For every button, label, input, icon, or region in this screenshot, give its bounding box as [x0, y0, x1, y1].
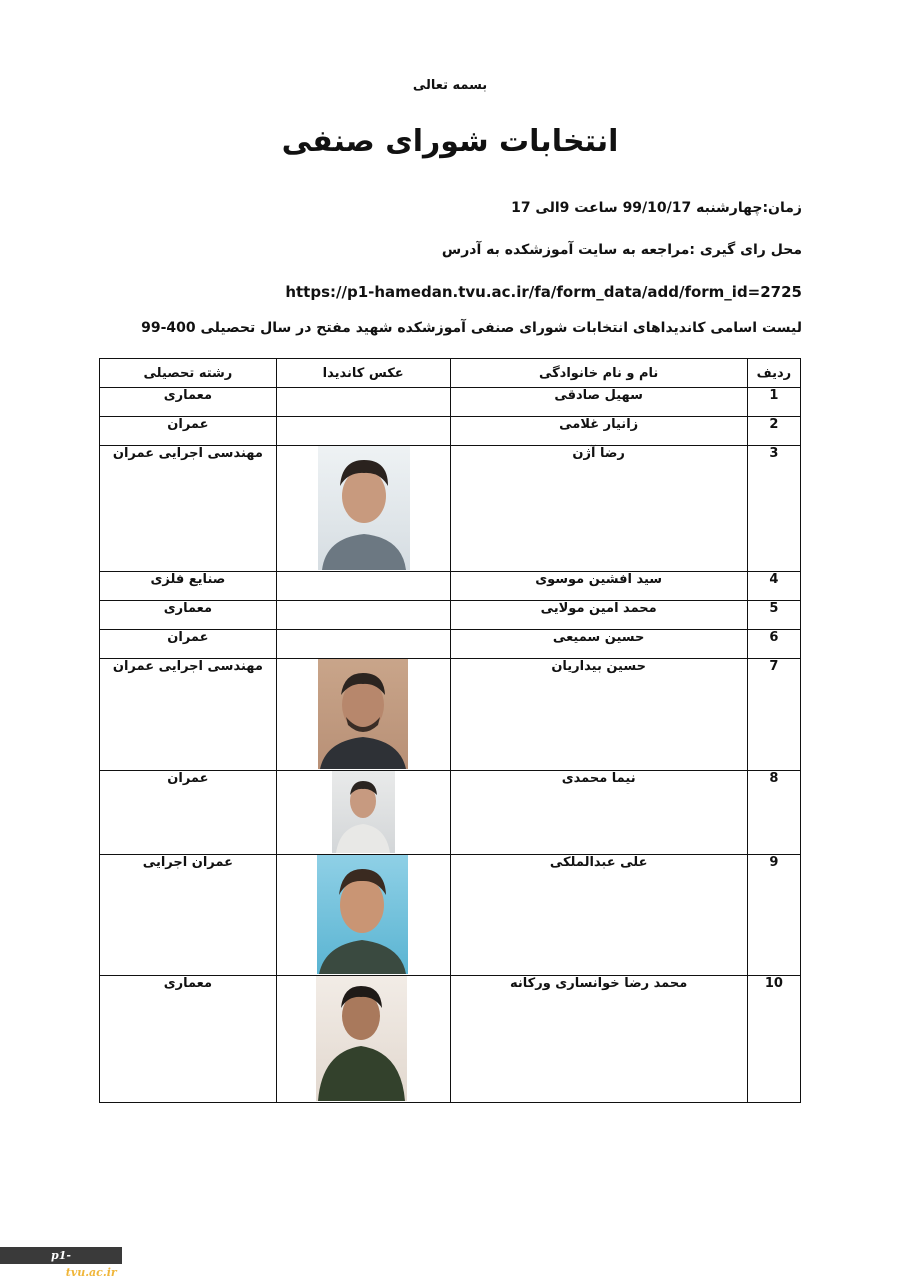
- candidate-photo-cell: [276, 572, 450, 601]
- header-field: رشته تحصیلی: [100, 359, 277, 388]
- candidate-photo-cell: [276, 976, 450, 1103]
- header-name: نام و نام خانوادگی: [450, 359, 747, 388]
- candidate-field: معماری: [100, 976, 277, 1103]
- candidate-photo-cell: [276, 388, 450, 417]
- candidate-field: عمران: [100, 630, 277, 659]
- candidate-name: حسین بیداریان: [450, 659, 747, 771]
- candidate-field: مهندسی اجرایی عمران: [100, 446, 277, 572]
- table-row: [100, 572, 801, 601]
- candidate-field: صنایع فلزی: [100, 572, 277, 601]
- candidate-name: سید افشین موسوی: [450, 572, 747, 601]
- candidate-name: محمد امین مولایی: [450, 601, 747, 630]
- voting-url-link[interactable]: https://p1-hamedan.tvu.ac.ir/fa/form_data/add/form_id=2725: [285, 283, 802, 301]
- candidate-photo-cell: [276, 630, 450, 659]
- candidate-photo: [316, 976, 407, 1101]
- row-num: 3: [747, 446, 800, 572]
- candidate-photo-cell: [276, 771, 450, 855]
- candidate-field: معماری: [100, 601, 277, 630]
- row-num: 2: [747, 417, 800, 446]
- table-row: [100, 630, 801, 659]
- row-num: 7: [747, 659, 800, 771]
- row-num: 10: [747, 976, 800, 1103]
- candidate-photo-cell: [276, 446, 450, 572]
- candidate-photo: [317, 855, 408, 974]
- site-prefix: p1-hamedan.: [5, 1249, 71, 1279]
- header-photo: عکس کاندیدا: [276, 359, 450, 388]
- voting-location-line: محل رای گیری :مراجعه به سایت آموزشکده به آدرس: [441, 242, 802, 258]
- candidate-field: معماری: [100, 388, 277, 417]
- candidate-photo: [332, 771, 395, 853]
- table-row: [100, 446, 801, 572]
- candidate-name: رضا آژن: [450, 446, 747, 572]
- candidate-field: عمران اجرایی: [100, 855, 277, 976]
- candidate-field: مهندسی اجرایی عمران: [100, 659, 277, 771]
- candidates-table: [99, 358, 801, 1103]
- table-row: [100, 601, 801, 630]
- bismillah-heading: بسمه تعالی: [412, 78, 488, 93]
- table-header-row: [100, 359, 801, 388]
- page-title: انتخابات شورای صنفی: [281, 124, 619, 159]
- candidate-name: محمد رضا خوانساری ورکانه: [450, 976, 747, 1103]
- candidate-field: عمران: [100, 417, 277, 446]
- election-time-line: زمان:چهارشنبه 99/10/17 ساعت 9الی 17: [511, 200, 802, 216]
- site-watermark: [0, 1247, 122, 1279]
- table-row: [100, 976, 801, 1103]
- table-row: [100, 771, 801, 855]
- row-num: 9: [747, 855, 800, 976]
- candidate-photo-cell: [276, 855, 450, 976]
- candidate-name: علی عبدالملکی: [450, 855, 747, 976]
- site-domain: tvu.ac.ir: [65, 1266, 117, 1279]
- row-num: 1: [747, 388, 800, 417]
- candidate-field: عمران: [100, 771, 277, 855]
- table-row: [100, 659, 801, 771]
- candidate-photo: [318, 659, 408, 769]
- candidate-photo-cell: [276, 659, 450, 771]
- candidate-name: سهیل صادقی: [450, 388, 747, 417]
- row-num: 4: [747, 572, 800, 601]
- table-row: [100, 417, 801, 446]
- candidate-photo-cell: [276, 601, 450, 630]
- row-num: 5: [747, 601, 800, 630]
- candidate-name: نیما محمدی: [450, 771, 747, 855]
- row-num: 8: [747, 771, 800, 855]
- header-num: ردیف: [747, 359, 800, 388]
- table-row: [100, 388, 801, 417]
- candidate-name: زانیار غلامی: [450, 417, 747, 446]
- candidate-list-caption: لیست اسامی کاندیداهای انتخابات شورای صنفی آموزشکده شهید مفتح در سال تحصیلی 400-99: [141, 320, 802, 336]
- candidate-photo-cell: [276, 417, 450, 446]
- row-num: 6: [747, 630, 800, 659]
- table-row: [100, 855, 801, 976]
- candidate-photo: [318, 446, 410, 570]
- candidate-name: حسین سمیعی: [450, 630, 747, 659]
